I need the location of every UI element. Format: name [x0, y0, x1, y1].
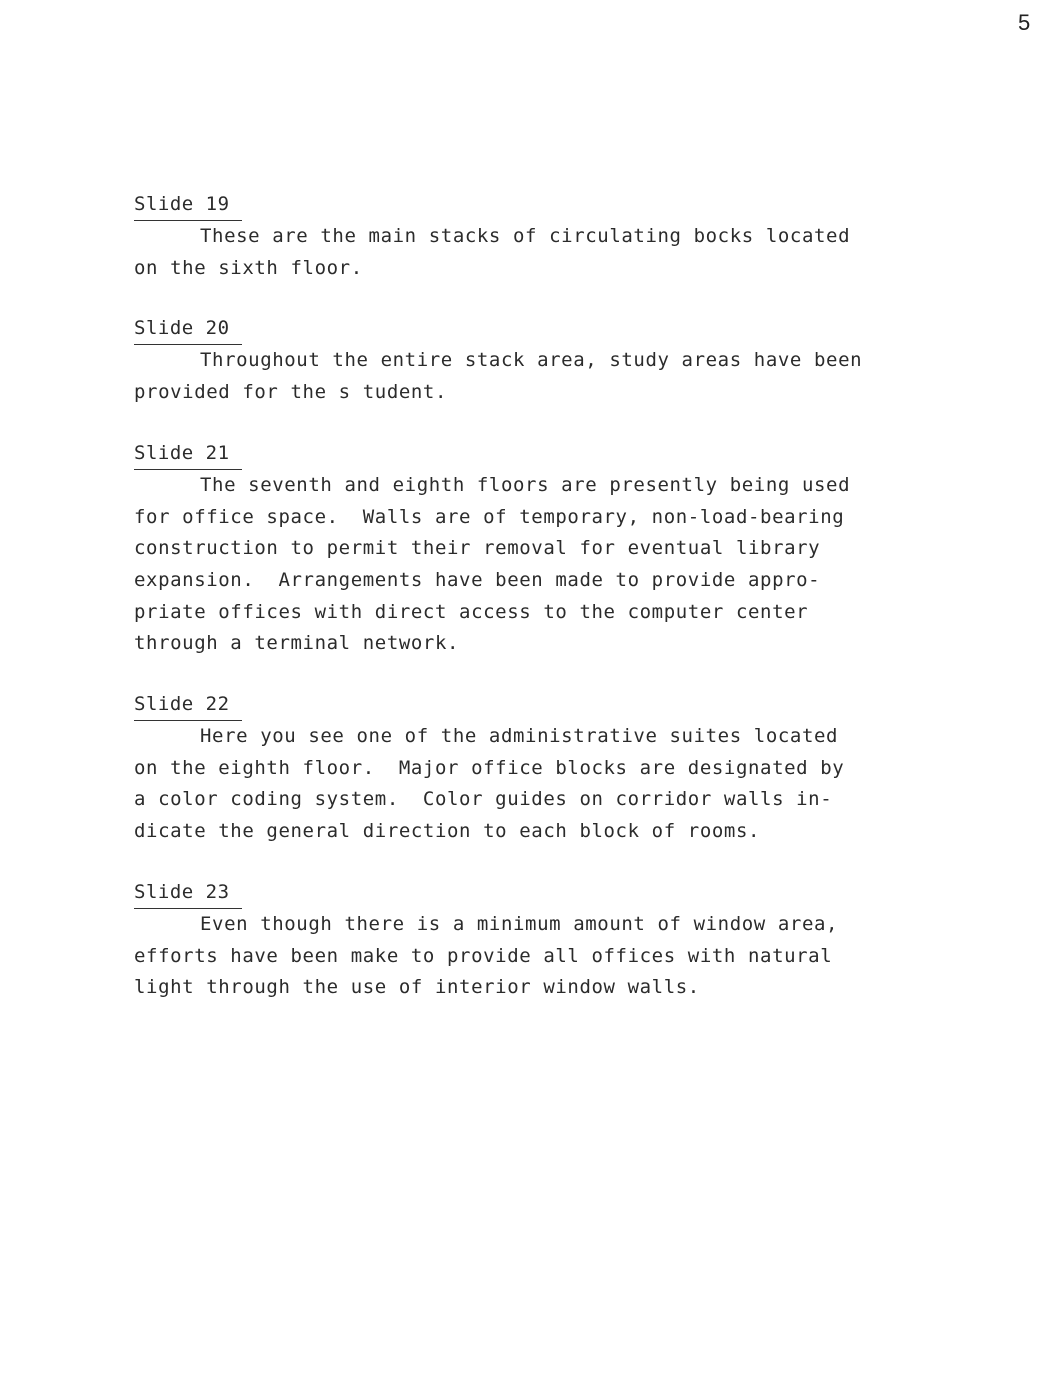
text-line: Throughout the entire stack area, study areas have been [200, 349, 863, 372]
slide-heading: Slide 20 [134, 312, 242, 345]
text-line: dicate the general direction to each block of rooms. [134, 820, 761, 843]
text-line: light through the use of interior window walls. [134, 976, 700, 999]
text-line: priate offices with direct access to the computer center [134, 600, 809, 623]
text-line: a color coding system. Color guides on corridor walls in- [134, 788, 833, 811]
text-line: for office space. Walls are of temporary, non-load-bearing [134, 505, 845, 528]
text-line: on the sixth floor. [134, 256, 363, 279]
text-line: The seventh and eighth floors are presently being used [200, 473, 851, 496]
slide-heading: Slide 19 [134, 188, 242, 221]
slide-text [134, 721, 954, 848]
text-line: on the eighth floor. Major office blocks are designated by [134, 756, 845, 779]
slide-text [134, 221, 954, 284]
slide-heading: Slide 21 [134, 437, 242, 470]
text-line: These are the main stacks of circulating bocks located [200, 225, 851, 247]
text-line: through a terminal network. [134, 632, 460, 655]
slide-heading: Slide 22 [134, 688, 242, 721]
slide-text [134, 470, 954, 660]
slide-23-section [134, 876, 954, 1004]
document-body [134, 188, 954, 1032]
text-line: expansion. Arrangements have been made to provide appro- [134, 568, 821, 591]
text-line: efforts have been make to provide all offices with natural [134, 944, 833, 967]
slide-21-section [134, 437, 954, 660]
slide-22-section [134, 688, 954, 848]
slide-20-section [134, 312, 954, 408]
text-line: Even though there is a minimum amount of window area, [200, 912, 839, 935]
slide-text [134, 909, 954, 1004]
text-line: provided for the s tudent. [134, 381, 448, 404]
text-line: construction to permit their removal for eventual library [134, 537, 821, 560]
page-number: 5 [1018, 10, 1031, 35]
slide-heading: Slide 23 [134, 876, 242, 909]
text-line: Here you see one of the administrative suites located [200, 725, 839, 748]
slide-19-section [134, 188, 954, 284]
slide-text [134, 345, 954, 408]
